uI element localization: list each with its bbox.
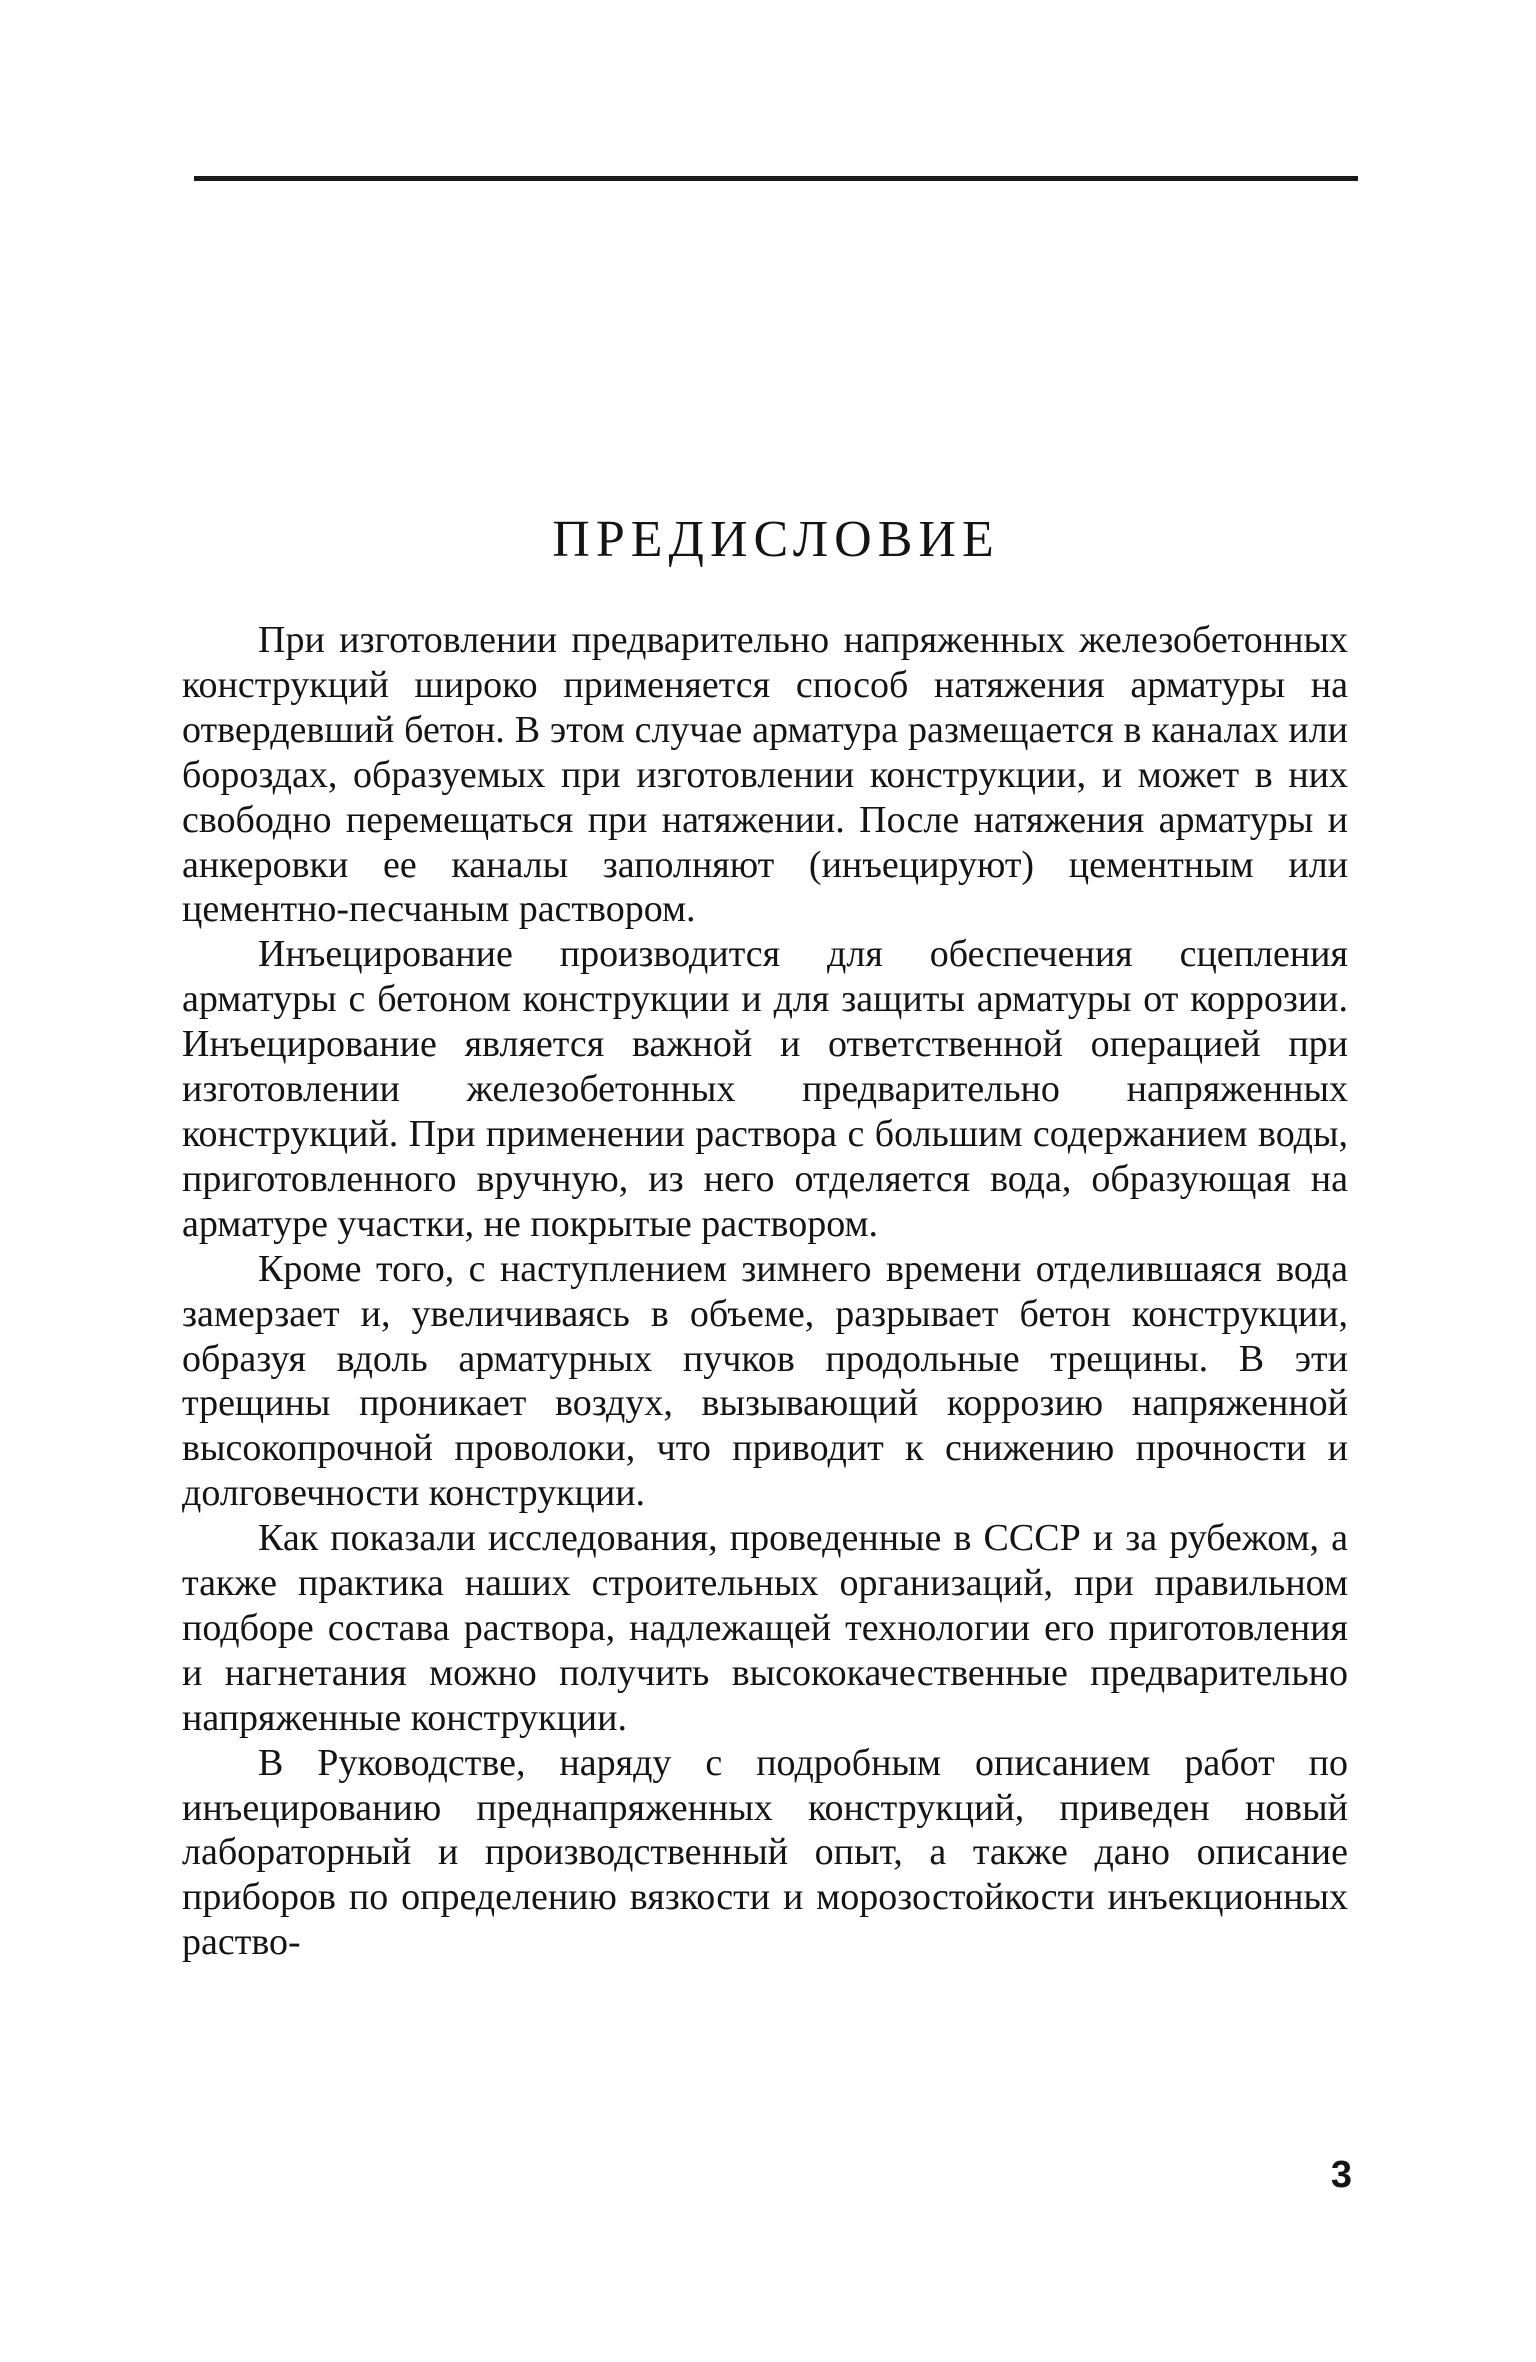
paragraph-4: Как показали исследования, проведенные в СССР и за рубежом, а также практика наших строительных организаций, при правильном подборе состава раствора, надлежащей технологии его приготовления и нагнетания можно получить высококачественные предварительно напряженные конструкции.	[182, 1517, 1348, 1739]
paragraph-1: При изготовлении предварительно напряженных железобетонных конструкций широко применяется способ натяжения арматуры на отвердевший бетон. В этом случае арматура размещается в каналах или бороздах, образуемых при изготовлении конструкции, и может в них свободно перемещаться при натяжении. После натяжения арматуры и анкеровки ее каналы заполняют (инъецируют) цементным или цементно-песчаным раствором.	[182, 619, 1348, 931]
paragraph-5: В Руководстве, наряду с подробным описанием работ по инъецированию преднапряженных конструкций, приведен новый лабораторный и производственный опыт, а также дано описание приборов по определению вязкости и морозостойкости инъекционных раство-	[182, 1741, 1348, 1964]
page-number: 3	[1330, 2154, 1352, 2196]
paragraph-3: Кроме того, с наступлением зимнего времени отделившаяся вода замерзает и, увеличиваясь в объеме, разрывает бетон конструкции, образуя вдоль арматурных пучков продольные трещины. В эти трещины проникает воздух, вызывающий коррозию напряженной высокопрочной проволоки, что приводит к снижению прочности и долговечности конструкции.	[182, 1247, 1348, 1515]
page-heading: ПРЕДИСЛОВИЕ	[552, 511, 1000, 568]
top-rule	[194, 176, 1358, 181]
preface-body	[182, 618, 1348, 1965]
paragraph-2: Инъецирование производится для обеспечения сцепления арматуры с бетоном конструкции и для защиты арматуры от коррозии. Инъецирование является важной и ответственной операцией при изготовлении железобетонных предварительно напряженных конструкций. При применении раствора с большим содержанием воды, приготовленного вручную, из него отделяется вода, образующая на арматуре участки, не покрытые раствором.	[182, 933, 1348, 1245]
